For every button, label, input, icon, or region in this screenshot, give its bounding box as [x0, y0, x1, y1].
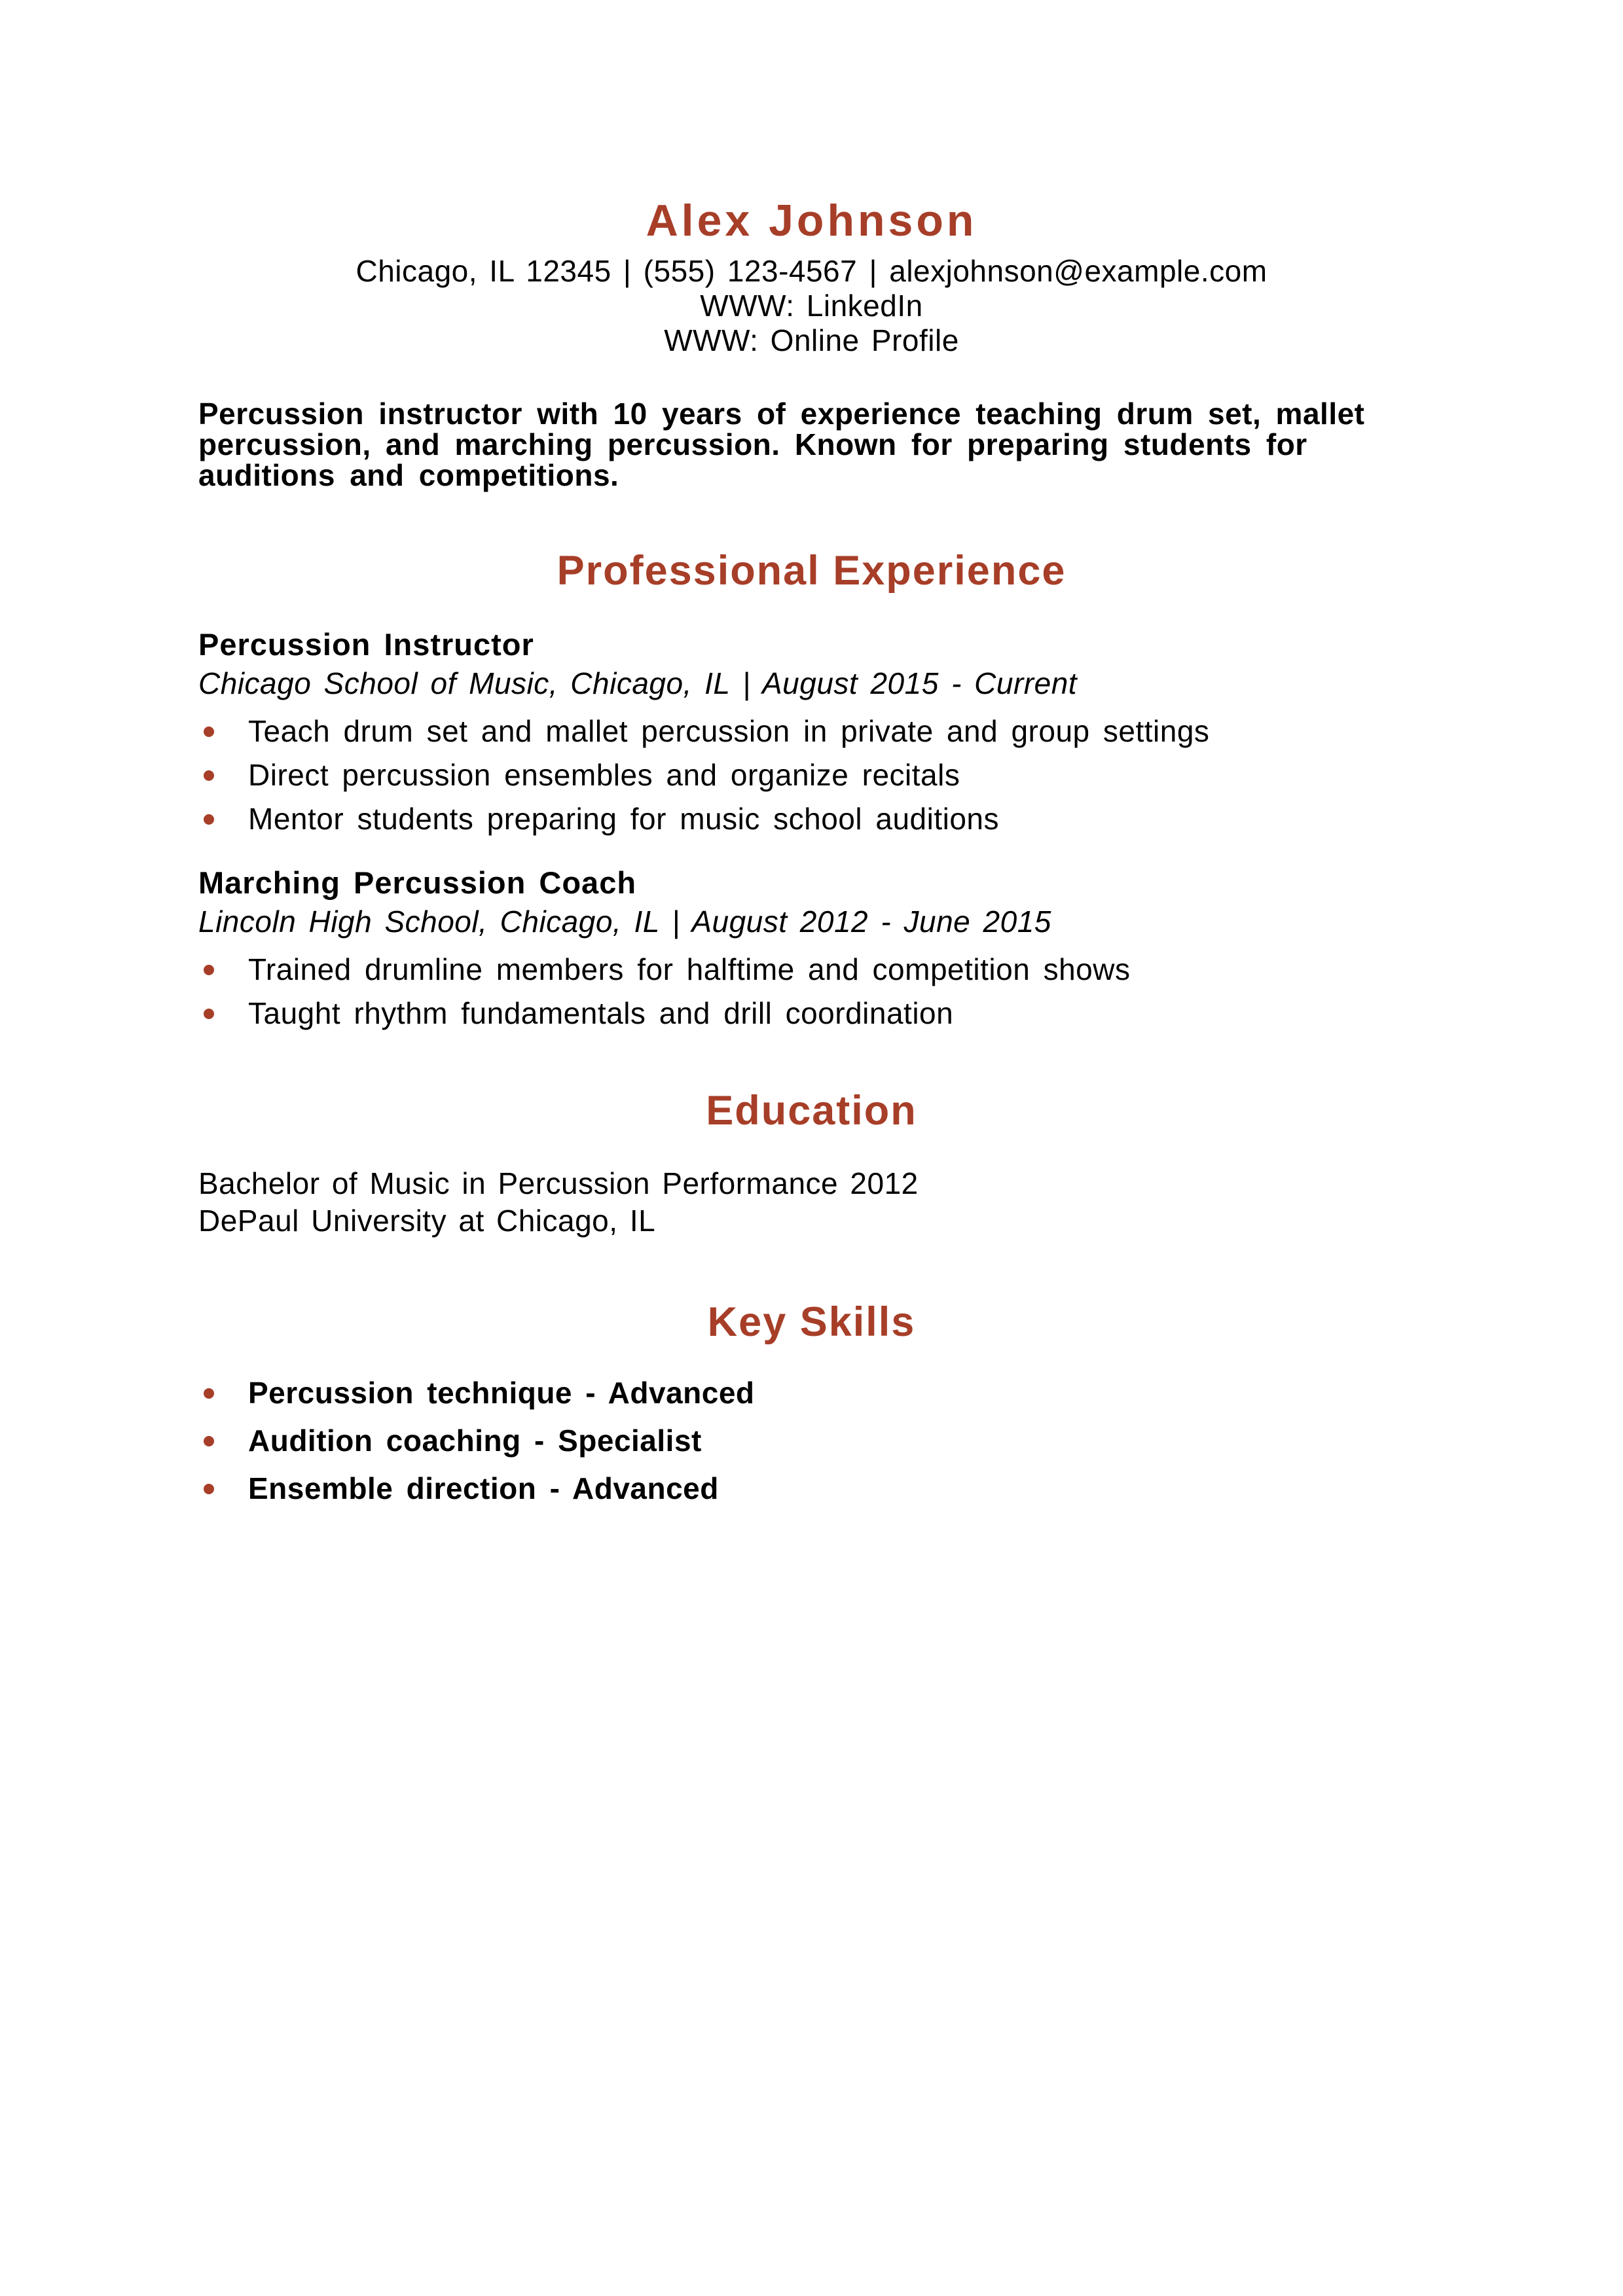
bullet-dot-icon: [204, 770, 214, 781]
bullet-dot-icon: [204, 1436, 214, 1446]
education-school: DePaul University at Chicago, IL: [198, 1204, 656, 1238]
job-bullet: [198, 759, 1425, 791]
job-entry: [198, 867, 1425, 1030]
section-heading-skills: Key Skills: [707, 1299, 916, 1345]
link-linkedin: WWW: LinkedIn: [700, 289, 923, 323]
skill-item: [198, 1376, 1425, 1409]
section-heading-education: Education: [706, 1088, 917, 1134]
job-bullet-list: [198, 715, 1425, 835]
link-online-profile: WWW: Online Profile: [664, 323, 959, 357]
skill-item: [198, 1424, 1425, 1457]
bullet-dot-icon: [204, 814, 214, 825]
job-bullet: [198, 715, 1425, 747]
job-bullet: [198, 953, 1425, 986]
bullet-dot-icon: [204, 965, 214, 975]
bullet-dot-icon: [204, 726, 214, 737]
job-bullet-text: Teach drum set and mallet percussion in private and group settings: [248, 714, 1210, 748]
job-bullet-text: Taught rhythm fundamentals and drill coordination: [248, 996, 954, 1030]
job-meta: Chicago School of Music, Chicago, IL | August 2015 - Current: [198, 666, 1078, 700]
section-heading-experience: Professional Experience: [556, 548, 1067, 594]
skill-text: Percussion technique - Advanced: [248, 1376, 755, 1410]
bullet-dot-icon: [204, 1388, 214, 1399]
job-bullet-text: Direct percussion ensembles and organize recitals: [248, 758, 960, 792]
education-degree: Bachelor of Music in Percussion Performance 2012: [198, 1166, 919, 1200]
education-block: [198, 1165, 1425, 1240]
resume-header: [198, 196, 1425, 358]
job-entry: [198, 628, 1425, 835]
job-title: Percussion Instructor: [198, 627, 534, 662]
professional-summary: Percussion instructor with 10 years of experience teaching drum set, mallet percussion, and marching percussion. Known for preparing students for auditions and competitions.: [198, 397, 1365, 492]
skill-text: Audition coaching - Specialist: [248, 1424, 702, 1458]
skills-list: [198, 1376, 1425, 1505]
job-bullet: [198, 997, 1425, 1030]
job-bullet-list: [198, 953, 1425, 1030]
skill-text: Ensemble direction - Advanced: [248, 1471, 719, 1505]
job-bullet-text: Trained drumline members for halftime and competition shows: [248, 952, 1131, 986]
candidate-name: Alex Johnson: [646, 196, 977, 245]
bullet-dot-icon: [204, 1484, 214, 1494]
contact-block: [198, 254, 1425, 358]
skill-item: [198, 1472, 1425, 1505]
job-bullet-text: Mentor students preparing for music school auditions: [248, 802, 1000, 836]
contact-line: Chicago, IL 12345 | (555) 123-4567 | alexjohnson@example.com: [356, 254, 1267, 288]
job-title: Marching Percussion Coach: [198, 865, 637, 900]
bullet-dot-icon: [204, 1009, 214, 1019]
resume-content: [198, 0, 1425, 1505]
job-bullet: [198, 802, 1425, 835]
job-meta: Lincoln High School, Chicago, IL | August 2012 - June 2015: [198, 905, 1051, 939]
